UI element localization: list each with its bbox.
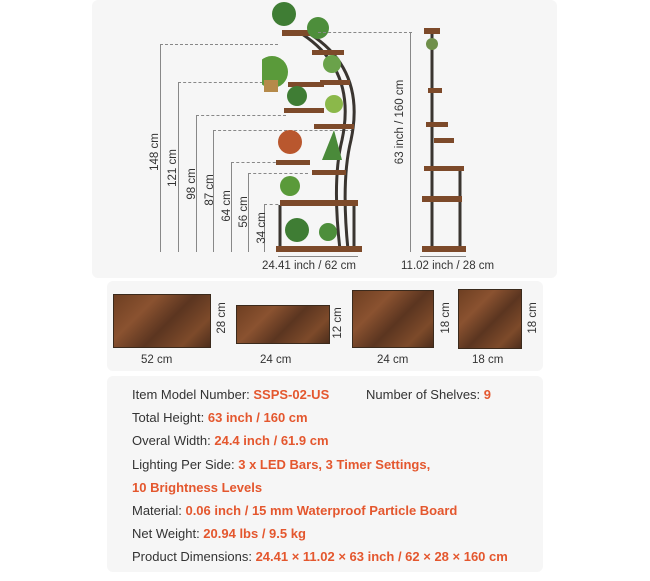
board-large-width: 52 cm	[141, 354, 173, 366]
board-large-depth: 28 cm	[216, 302, 228, 334]
spec-width-value: 24.4 inch / 61.9 cm	[214, 433, 329, 448]
board-medium-width: 24 cm	[377, 354, 409, 366]
spec-shelves-value: 9	[483, 387, 492, 402]
spec-dimensions-value: 24.41 × 11.02 × 63 inch / 62 × 28 × 160 cm	[255, 549, 508, 564]
height-label-87: 87 cm	[204, 174, 216, 206]
board-medium-depth: 18 cm	[440, 302, 452, 334]
height-label-98: 98 cm	[186, 168, 198, 200]
spec-shelves	[366, 387, 491, 402]
spec-lighting	[132, 457, 430, 472]
board-medium-narrow-width: 24 cm	[260, 354, 292, 366]
spec-weight	[132, 526, 306, 541]
width-front-line	[278, 256, 358, 257]
board-large	[113, 294, 211, 348]
spec-width	[132, 433, 329, 448]
spec-model-value: SSPS-02-US	[253, 387, 330, 402]
total-height-line	[410, 32, 411, 252]
plant-stand-front-view	[262, 0, 392, 258]
specs-card	[107, 376, 543, 572]
spec-material-label: Material:	[132, 503, 186, 518]
height-label-148: 148 cm	[149, 133, 161, 171]
width-front-label: 24.41 inch / 62 cm	[262, 260, 356, 272]
guide-top	[318, 32, 412, 33]
height-label-64: 64 cm	[221, 190, 233, 222]
spec-model-label: Item Model Number:	[132, 387, 254, 402]
spec-dimensions-label: Product Dimensions:	[132, 549, 256, 564]
guide-121	[178, 82, 268, 83]
height-label-34: 34 cm	[256, 212, 268, 244]
board-small-depth: 18 cm	[527, 302, 539, 334]
spec-lighting-label: Lighting Per Side:	[132, 457, 239, 472]
spec-lighting-value: 3 x LED Bars, 3 Timer Settings,	[238, 457, 431, 472]
spec-weight-label: Net Weight:	[132, 526, 204, 541]
board-medium-narrow-depth: 12 cm	[332, 307, 344, 339]
spec-lighting-cont	[132, 480, 262, 495]
board-small-width: 18 cm	[472, 354, 504, 366]
plant-stand-side-view	[420, 28, 470, 256]
spec-shelves-label: Number of Shelves:	[366, 387, 484, 402]
spec-material-value: 0.06 inch / 15 mm Waterproof Particle Board	[185, 503, 458, 518]
spec-height-label: Total Height:	[132, 410, 208, 425]
spec-dimensions	[132, 549, 508, 564]
spec-width-label: Overal Width:	[132, 433, 215, 448]
board-medium-narrow	[236, 305, 330, 344]
spec-weight-value: 20.94 lbs / 9.5 kg	[203, 526, 306, 541]
height-label-56: 56 cm	[238, 196, 250, 228]
height-label-121: 121 cm	[167, 149, 179, 187]
spec-material	[132, 503, 457, 518]
total-height-label: 63 inch / 160 cm	[394, 79, 406, 165]
board-medium	[352, 290, 434, 348]
width-side-label: 11.02 inch / 28 cm	[401, 260, 495, 272]
spec-height-value: 63 inch / 160 cm	[207, 410, 308, 425]
spec-model	[132, 387, 329, 402]
spec-lighting-value-2: 10 Brightness Levels	[132, 480, 263, 495]
board-small	[458, 289, 522, 349]
width-side-line	[420, 256, 466, 257]
spec-height	[132, 410, 308, 425]
guide-148	[160, 44, 278, 45]
